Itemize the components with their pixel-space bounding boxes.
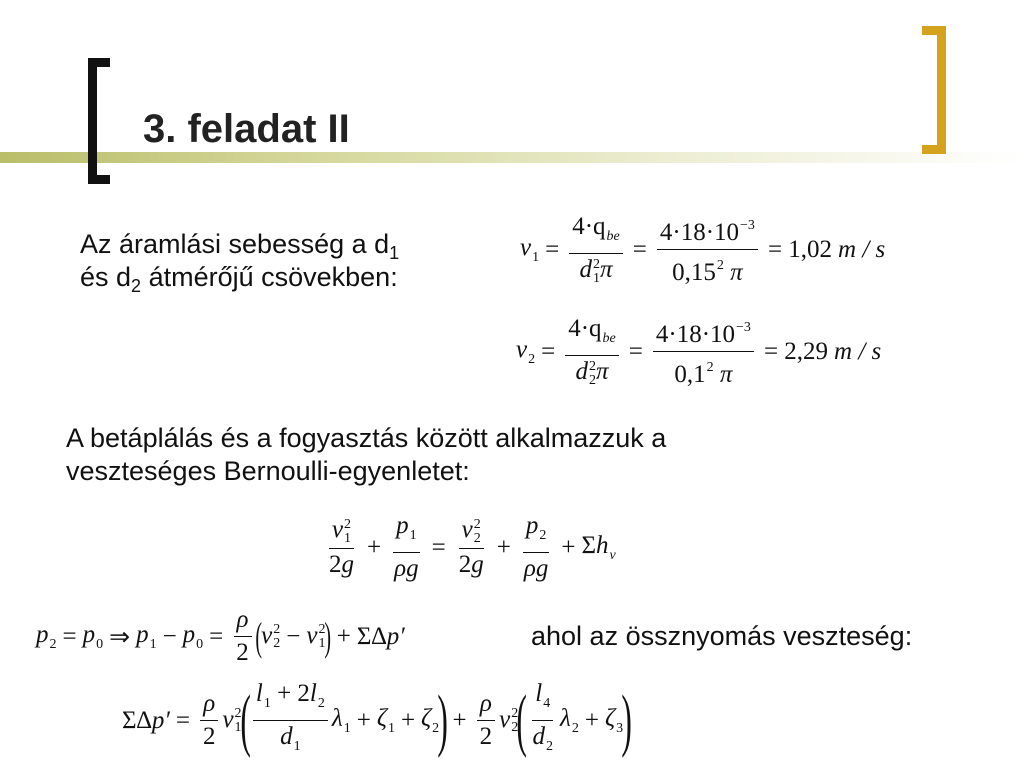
v2-unit: m / s [834,337,882,365]
v2-fraction-numeric: $\frac{4\cdot 18\cdot 10^{-3}}{0,1^2 \pi}$ [653,314,754,389]
loss-label: ahol az össznyomás veszteség: [531,621,913,651]
v1-equation: $v_1$ = $4\cdot q_{be}$ d 2 1 π = $\frac{4\cdot 18\cdot 10^{-3}}{0,15^2 \pi}$ = 1,02 m / s [520,213,886,286]
bernoulli-line-1: A betáplálás és a fogyasztás között alkalmazzuk a [66,423,667,453]
v1-unit: m / s [838,235,886,263]
right-bracket-decoration [922,26,946,154]
bernoulli-line-2: veszteséges Bernoulli-egyenletet: [66,456,470,486]
pressure-equation: $p_2$ = $p_0$ ⇒ $p_1$ − $p_0$ = $\frac{\rho}{2}$ ( v 2 2 − v 2 1 ) + Σ∆p′ [36,606,405,666]
page-title: 3. feladat II [143,107,350,151]
v2-result: = 2,29 [763,337,829,365]
v2-equation: $v_2$ = $4\cdot q_{be}$ d 2 2 π = $\frac{4\cdot 18\cdot 10^{-3}}{0,1^2 \pi}$ = 2,29 m / s [516,315,882,388]
bernoulli-text [66,422,666,488]
intro-line-1: Az áramlási sebesség a $d_1$ [80,229,400,263]
total-loss-equation: Σ∆p′ = $\frac{\rho}{2}$ v 2 1 ( $\frac{l_1 + 2l_2}{d_1}$ $\lambda_1$ + $\zeta_1$ + $\zeta_2$ ) + $\frac{\rho}{2}$ v 2 2 ( $\frac{l_4}{d_2}$ $\lambda_2$ + $\zeta_3$ ) [122,680,632,759]
v1-fraction-numeric: $\frac{4\cdot 18\cdot 10^{-3}}{0,15^2 \pi}$ [657,212,758,287]
bernoulli-equation: v 2 1 2g + $\frac{p_1}{\rho g}$ = v 2 2 2g + $\frac{p_2}{\rho g}$ + $\Sigma h_v$ [329,512,616,582]
left-bracket-decoration [88,58,110,184]
title-underline-bar [0,152,1024,163]
v1-result: = 1,02 [767,235,833,263]
intro-text [80,228,399,294]
intro-line-2: és $d_2$ átmérőjű csövekben: [80,262,398,296]
v2-fraction-symbolic: $4\cdot q_{be}$ d 2 2 π [565,315,619,387]
v1-fraction-symbolic: $4\cdot q_{be}$ d 2 1 π [569,213,623,285]
